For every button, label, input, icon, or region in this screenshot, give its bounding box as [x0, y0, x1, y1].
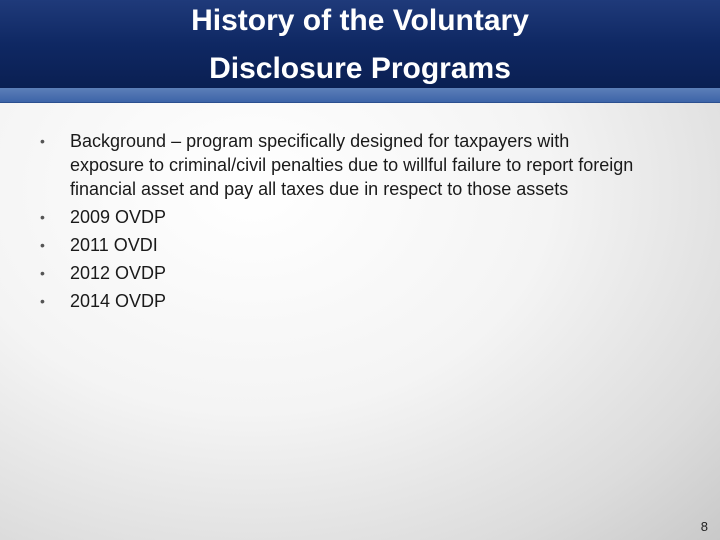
bullet-item — [40, 261, 640, 285]
bullet-dot: • — [40, 237, 45, 253]
bullet-list — [40, 129, 640, 317]
bullet-text: 2014 OVDP — [70, 291, 167, 311]
bullet-dot: • — [40, 293, 45, 309]
bullet-dot: • — [40, 133, 45, 149]
bullet-text: Background – program specifically designed for taxpayers with exposure to criminal/civil penalties due to willful failure to report foreign financial asset and pay all taxes due in respect to those assets — [70, 131, 634, 199]
bullet-item — [40, 129, 640, 201]
slide-title — [0, 0, 720, 88]
bullet-item — [40, 205, 640, 229]
slide-title-line-1: History of the Voluntary — [191, 4, 529, 37]
page-number: 8 — [700, 519, 708, 534]
bullet-text: 2009 OVDP — [70, 207, 167, 227]
bullet-dot: • — [40, 265, 45, 281]
bullet-item — [40, 289, 640, 313]
slide-title-line-2: Disclosure Programs — [209, 52, 511, 85]
bullet-text: 2011 OVDI — [70, 235, 158, 255]
bullet-item — [40, 233, 640, 257]
bullet-dot: • — [40, 209, 45, 225]
bullet-text: 2012 OVDP — [70, 263, 167, 283]
